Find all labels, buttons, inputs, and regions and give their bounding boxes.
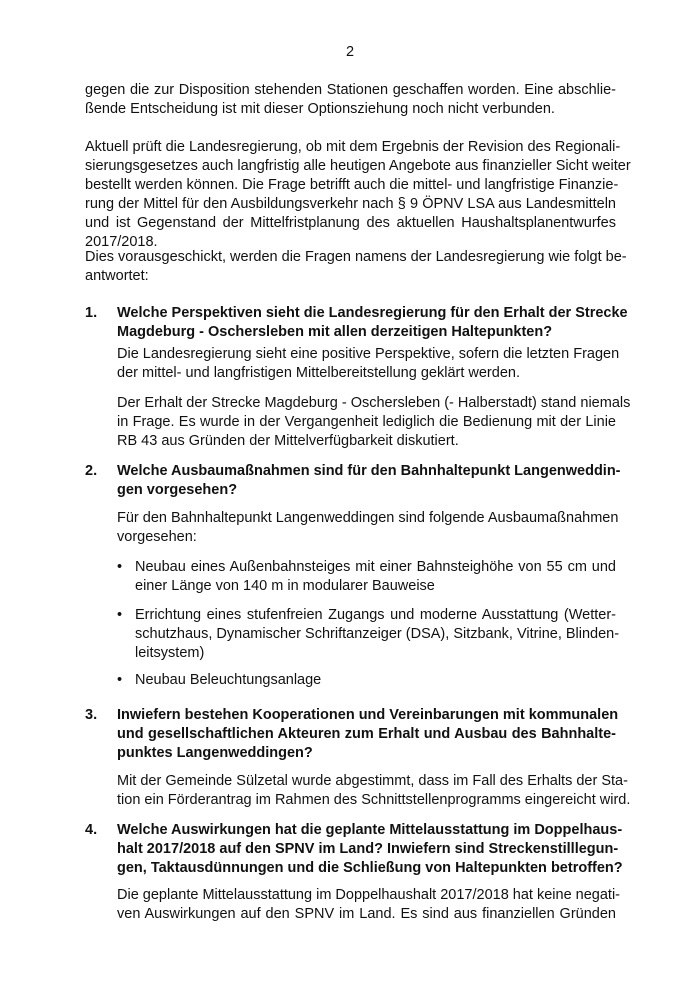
question-3-line: punktes Langenweddingen? (117, 745, 313, 761)
bullet-icon: • (117, 607, 123, 623)
page-number: 2 (345, 44, 355, 60)
answer-1-line: Die Landesregierung sieht eine positive Perspektive, sofern die letzten Fragen (117, 346, 620, 362)
bullet-item-line: leitsystem) (135, 645, 205, 661)
answer-1-line: der mittel- und langfristigen Mittelbereitstellung geklärt werden. (117, 365, 520, 381)
answer-1-line: RB 43 aus Gründen der Mittelverfügbarkeit diskutiert. (117, 433, 459, 449)
answer-4-line: ven Auswirkungen auf den SPNV im Land. Es sind aus finanziellen Gründen (117, 906, 616, 922)
question-number: 3. (85, 707, 98, 723)
question-2-line: gen vorgesehen? (117, 482, 238, 498)
answer-4-line: Die geplante Mittelausstattung im Doppelhaushalt 2017/2018 hat keine negati- (117, 887, 621, 903)
question-1-line: Magdeburg - Oschersleben mit allen derzeitigen Haltepunkten? (117, 324, 553, 340)
answer-2-line: Für den Bahnhaltepunkt Langenweddingen sind folgende Ausbaumaßnahmen (117, 510, 619, 526)
intro-p2-line: bestellt werden können. Die Frage betrifft auch die mittel- und langfristige Finanzie- (85, 177, 619, 193)
bullet-icon: • (117, 559, 123, 575)
intro-p2-line: sierungsgesetzes auch langfristig alle heutigen Angebote aus finanzieller Sicht weiter (85, 158, 631, 174)
question-number: 4. (85, 822, 98, 838)
question-3-line: Inwiefern bestehen Kooperationen und Vereinbarungen mit kommunalen (117, 707, 619, 723)
answer-3-line: tion ein Förderantrag im Rahmen des Schnittstellenprogramms eingereicht wird. (117, 792, 631, 808)
intro-p3-line: Dies vorausgeschickt, werden die Fragen namens der Landesregierung wie folgt be- (85, 249, 627, 265)
intro-p2-line: Aktuell prüft die Landesregierung, ob mit dem Ergebnis der Revision des Regionali- (85, 139, 621, 155)
question-number: 2. (85, 463, 98, 479)
question-4-line: halt 2017/2018 auf den SPNV im Land? Inwiefern sind Streckenstilllegun- (117, 841, 619, 857)
answer-1-line: in Frage. Es wurde in der Vergangenheit lediglich die Bedienung mit der Linie (117, 414, 616, 430)
intro-p2-line: und ist Gegenstand der Mittelfristplanung des aktuellen Haushaltsplanentwurfes (85, 215, 616, 231)
intro-p3-line: antwortet: (85, 268, 149, 284)
bullet-item-line: einer Länge von 140 m in modularer Bauweise (135, 578, 435, 594)
question-4-line: Welche Auswirkungen hat die geplante Mittelausstattung im Doppelhaus- (117, 822, 623, 838)
question-2-line: Welche Ausbaumaßnahmen sind für den Bahnhaltepunkt Langenweddin- (117, 463, 621, 479)
intro-p2-line: rung der Mittel für den Ausbildungsverkehr nach § 9 ÖPNV LSA aus Landesmitteln (85, 196, 616, 212)
bullet-icon: • (117, 672, 123, 688)
question-4-line: gen, Taktausdünnungen und die Schließung von Haltepunkten betroffen? (117, 860, 623, 876)
answer-2-line: vorgesehen: (117, 529, 197, 545)
answer-3-line: Mit der Gemeinde Sülzetal wurde abgestimmt, dass im Fall des Erhalts der Sta- (117, 773, 628, 789)
answer-1-line: Der Erhalt der Strecke Magdeburg - Oschersleben (- Halberstadt) stand niemals (117, 395, 631, 411)
intro-p2-line: 2017/2018. (85, 234, 158, 250)
question-1-line: Welche Perspektiven sieht die Landesregierung für den Erhalt der Strecke (117, 305, 628, 321)
bullet-item-line: schutzhaus, Dynamischer Schriftanzeiger (DSA), Sitzbank, Vitrine, Blinden- (135, 626, 620, 642)
question-3-line: und gesellschaftlichen Akteuren zum Erhalt und Ausbau des Bahnhalte- (117, 726, 616, 742)
bullet-item-line: Errichtung eines stufenfreien Zugangs und moderne Ausstattung (Wetter- (135, 607, 616, 623)
question-number: 1. (85, 305, 98, 321)
intro-p1-line: gegen die zur Disposition stehenden Stationen geschaffen worden. Eine abschlie- (85, 82, 616, 98)
bullet-item-line: Neubau Beleuchtungsanlage (135, 672, 322, 688)
intro-p1-line: ßende Entscheidung ist mit dieser Optionsziehung noch nicht verbunden. (85, 101, 555, 117)
bullet-item-line: Neubau eines Außenbahnsteiges mit einer Bahnsteighöhe von 55 cm und (135, 559, 616, 575)
